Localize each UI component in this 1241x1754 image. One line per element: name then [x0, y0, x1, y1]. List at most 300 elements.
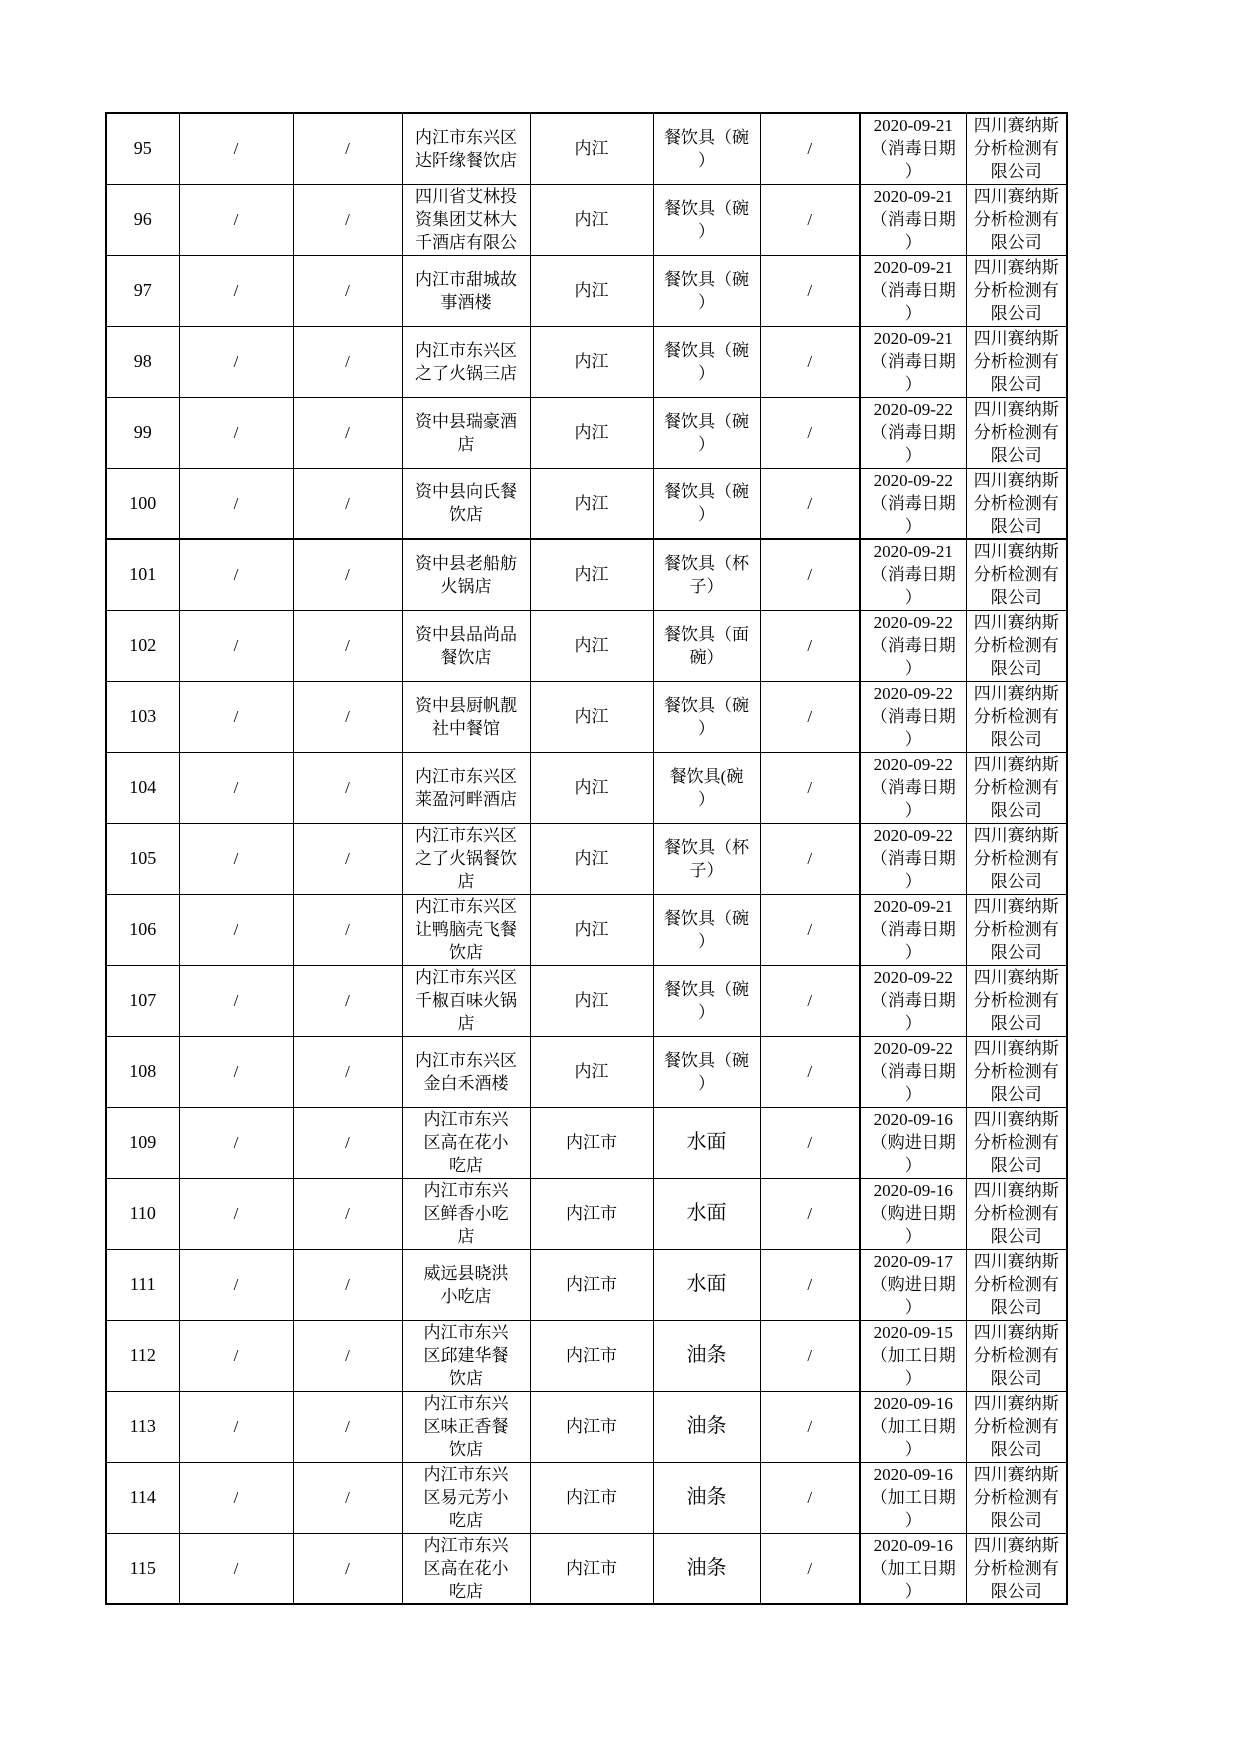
table-row: [106, 610, 1067, 681]
row-number-cell: 108: [106, 1036, 179, 1107]
sample-date-cell-line: （消毒日期: [870, 565, 956, 585]
sample-name-cell-line: 餐饮具（杯: [664, 553, 749, 573]
business-name-cell-line: 威远县晓洪: [423, 1263, 509, 1283]
table-row: [106, 894, 1067, 965]
business-name-cell: [402, 1391, 530, 1462]
business-name-cell-line: 内江市东兴区: [415, 968, 517, 987]
testing-org-cell-line: 四川赛纳斯: [973, 187, 1059, 206]
business-name-cell-line: 内江市东兴区: [415, 897, 517, 916]
empty-field-cell: /: [293, 1462, 402, 1533]
sample-date-cell: [860, 113, 966, 184]
empty-field-cell: /: [760, 1533, 860, 1604]
row-number-cell: 106: [106, 894, 179, 965]
testing-org-cell: [966, 113, 1067, 184]
testing-org-cell: [966, 1533, 1067, 1604]
business-name-cell: [402, 1178, 530, 1249]
empty-field-cell: /: [760, 1249, 860, 1320]
sample-name-cell-line: ）: [698, 221, 715, 241]
empty-field-cell: /: [760, 894, 860, 965]
row-number-cell: 98: [106, 326, 179, 397]
testing-org-cell: [966, 752, 1067, 823]
testing-org-cell-line: 分析检测有: [973, 1062, 1059, 1081]
region-cell: 内江市: [530, 1391, 653, 1462]
business-name-cell-line: 千酒店有限公: [415, 233, 517, 252]
table-row: [106, 113, 1067, 184]
empty-field-cell: /: [179, 1107, 293, 1178]
sample-date-cell: [860, 539, 966, 610]
sample-name-cell: [653, 823, 760, 894]
sample-name-cell-line: 餐饮具(碗: [669, 766, 744, 786]
empty-field-cell: /: [760, 1320, 860, 1391]
empty-field-cell: /: [179, 823, 293, 894]
table-row: [106, 539, 1067, 610]
business-name-cell-line: 达阡缘餐饮店: [415, 150, 517, 170]
testing-org-cell-line: 分析检测有: [973, 1417, 1059, 1436]
region-cell: 内江: [530, 965, 653, 1036]
business-name-cell-line: 区味正香餐: [423, 1417, 509, 1436]
business-name-cell-line: 火锅店: [440, 576, 492, 596]
sample-date-cell-line: （加工日期: [870, 1346, 956, 1365]
table-row: [106, 326, 1067, 397]
testing-org-cell-line: 四川赛纳斯: [973, 897, 1059, 916]
row-number-cell: 101: [106, 539, 179, 610]
sample-name-cell-line: 油条: [686, 1486, 727, 1508]
row-number-cell: 103: [106, 681, 179, 752]
empty-field-cell: /: [179, 397, 293, 468]
sample-name-cell-line: 油条: [686, 1556, 727, 1579]
sample-name-cell-line: ）: [698, 505, 715, 525]
business-name-cell-line: 资中县向氏餐: [415, 482, 517, 502]
sample-name-cell-line: 水面: [686, 1131, 727, 1153]
row-number-cell: 114: [106, 1462, 179, 1533]
region-cell: 内江: [530, 610, 653, 681]
business-name-cell-line: 店: [457, 1227, 475, 1246]
empty-field-cell: /: [760, 1391, 860, 1462]
testing-org-cell-line: 限公司: [990, 588, 1042, 608]
empty-field-cell: /: [293, 752, 402, 823]
sample-date-cell-line: ）: [904, 1298, 922, 1317]
business-name-cell-line: 莱盈河畔酒店: [415, 789, 517, 809]
empty-field-cell: /: [760, 1107, 860, 1178]
sample-date-cell-line: 2020-09-21: [873, 542, 953, 562]
sample-name-cell-line: 水面: [686, 1273, 727, 1295]
sample-name-cell: [653, 1320, 760, 1391]
empty-field-cell: /: [760, 113, 860, 184]
region-cell: 内江: [530, 894, 653, 965]
sample-date-cell-line: 2020-09-22: [873, 755, 953, 774]
sample-date-cell-line: 2020-09-22: [873, 470, 953, 490]
sample-name-cell-line: 油条: [686, 1344, 727, 1366]
table-body: [106, 113, 1067, 1604]
row-number-cell: 97: [106, 255, 179, 326]
empty-field-cell: /: [760, 1036, 860, 1107]
empty-field-cell: /: [760, 965, 860, 1036]
sample-date-cell-line: （消毒日期: [870, 210, 956, 229]
sample-date-cell-line: （消毒日期: [870, 139, 956, 159]
sample-date-cell-line: 2020-09-16: [873, 1535, 953, 1555]
table-row: [106, 1320, 1067, 1391]
sample-date-cell-line: （购进日期: [870, 1275, 956, 1294]
sample-date-cell: [860, 255, 966, 326]
testing-org-cell-line: 限公司: [990, 801, 1042, 820]
empty-field-cell: /: [760, 326, 860, 397]
sample-date-cell-line: （加工日期: [870, 1488, 956, 1507]
sample-date-cell-line: ）: [904, 516, 922, 536]
sample-date-cell-line: ）: [904, 659, 922, 678]
sample-date-cell-line: 2020-09-21: [873, 258, 953, 277]
sample-date-cell: [860, 468, 966, 539]
business-name-cell-line: 内江市东兴: [423, 1181, 509, 1200]
sample-date-cell-line: 2020-09-21: [873, 187, 953, 206]
region-cell: 内江: [530, 255, 653, 326]
empty-field-cell: /: [760, 1462, 860, 1533]
business-name-cell-line: 吃店: [449, 1511, 483, 1530]
row-number-cell: 102: [106, 610, 179, 681]
sample-date-cell: [860, 681, 966, 752]
testing-org-cell-line: 限公司: [990, 446, 1042, 465]
sample-date-cell-line: ）: [904, 233, 922, 252]
empty-field-cell: /: [293, 113, 402, 184]
region-cell: 内江市: [530, 1178, 653, 1249]
table-row: [106, 752, 1067, 823]
sample-name-cell-line: ）: [698, 150, 715, 170]
testing-org-cell-line: 分析检测有: [973, 1204, 1059, 1223]
business-name-cell-line: 饮店: [449, 1369, 483, 1388]
sample-date-cell-line: ）: [904, 375, 922, 394]
empty-field-cell: /: [293, 894, 402, 965]
empty-field-cell: /: [760, 397, 860, 468]
testing-org-cell: [966, 1249, 1067, 1320]
empty-field-cell: /: [179, 1391, 293, 1462]
testing-org-cell-line: 限公司: [990, 1369, 1042, 1388]
sample-name-cell-line: 子）: [689, 576, 724, 596]
testing-org-cell-line: 四川赛纳斯: [973, 258, 1059, 277]
region-cell: 内江市: [530, 1249, 653, 1320]
region-cell: 内江: [530, 113, 653, 184]
testing-org-cell-line: 限公司: [990, 1511, 1042, 1530]
sample-date-cell-line: 2020-09-22: [873, 613, 953, 632]
business-name-cell-line: 内江市东兴: [423, 1394, 509, 1413]
sample-date-cell: [860, 1107, 966, 1178]
testing-org-cell-line: 限公司: [990, 730, 1042, 749]
business-name-cell-line: 之了火锅餐饮: [415, 849, 517, 868]
testing-org-cell-line: 分析检测有: [973, 281, 1059, 300]
empty-field-cell: /: [760, 255, 860, 326]
empty-field-cell: /: [293, 965, 402, 1036]
testing-org-cell: [966, 823, 1067, 894]
sample-name-cell: [653, 1107, 760, 1178]
empty-field-cell: /: [179, 681, 293, 752]
testing-org-cell-line: 限公司: [990, 1085, 1042, 1104]
sample-date-cell-line: ）: [904, 1369, 922, 1388]
business-name-cell-line: 店: [457, 872, 475, 891]
business-name-cell-line: 区邱建华餐: [423, 1346, 509, 1365]
sample-name-cell-line: 餐饮具（碗: [664, 127, 749, 147]
table-row: [106, 681, 1067, 752]
testing-org-cell: [966, 1320, 1067, 1391]
testing-org-cell: [966, 184, 1067, 255]
sample-name-cell-line: ）: [698, 931, 715, 951]
business-name-cell-line: 资中县厨帆靓: [415, 695, 517, 715]
sample-date-cell: [860, 610, 966, 681]
testing-org-cell-line: 限公司: [990, 1227, 1042, 1246]
business-name-cell-line: 内江市东兴: [423, 1465, 509, 1484]
empty-field-cell: /: [760, 468, 860, 539]
sample-date-cell-line: 2020-09-21: [873, 897, 953, 916]
testing-org-cell-line: 四川赛纳斯: [973, 1323, 1059, 1342]
sample-date-cell: [860, 1249, 966, 1320]
business-name-cell-line: 区鲜香小吃: [423, 1204, 509, 1223]
sample-date-cell-line: 2020-09-22: [873, 826, 953, 845]
sample-date-cell-line: 2020-09-22: [873, 1039, 953, 1058]
testing-org-cell-line: 分析检测有: [973, 423, 1059, 442]
sample-date-cell-line: （消毒日期: [870, 849, 956, 868]
sample-name-cell: [653, 468, 760, 539]
sample-name-cell: [653, 965, 760, 1036]
row-number-cell: 109: [106, 1107, 179, 1178]
sample-name-cell-line: ）: [698, 363, 715, 383]
testing-org-cell-line: 四川赛纳斯: [973, 1110, 1059, 1129]
sample-date-cell: [860, 752, 966, 823]
row-number-cell: 96: [106, 184, 179, 255]
testing-org-cell-line: 四川赛纳斯: [973, 329, 1059, 348]
testing-org-cell-line: 四川赛纳斯: [973, 968, 1059, 987]
sample-date-cell-line: ）: [904, 1440, 922, 1459]
testing-org-cell: [966, 326, 1067, 397]
empty-field-cell: /: [179, 113, 293, 184]
sample-date-cell-line: ）: [904, 304, 922, 323]
business-name-cell: [402, 610, 530, 681]
testing-org-cell: [966, 539, 1067, 610]
empty-field-cell: /: [179, 539, 293, 610]
business-name-cell-line: 四川省艾林投: [415, 187, 517, 206]
testing-org-cell-line: 分析检测有: [973, 920, 1059, 939]
testing-org-cell-line: 限公司: [990, 162, 1042, 182]
business-name-cell-line: 内江市东兴区: [415, 826, 517, 845]
table-row: [106, 1036, 1067, 1107]
testing-org-cell-line: 四川赛纳斯: [973, 1465, 1059, 1484]
sample-name-cell-line: 餐饮具（碗: [664, 979, 749, 999]
testing-org-cell-line: 分析检测有: [973, 991, 1059, 1010]
region-cell: 内江市: [530, 1462, 653, 1533]
testing-org-cell-line: 限公司: [990, 1156, 1042, 1175]
business-name-cell: [402, 681, 530, 752]
empty-field-cell: /: [179, 468, 293, 539]
testing-org-cell-line: 四川赛纳斯: [973, 684, 1059, 703]
sample-name-cell-line: 餐饮具（碗: [664, 198, 749, 218]
empty-field-cell: /: [293, 539, 402, 610]
empty-field-cell: /: [293, 610, 402, 681]
sample-name-cell: [653, 255, 760, 326]
empty-field-cell: /: [293, 681, 402, 752]
sample-name-cell: [653, 326, 760, 397]
testing-org-cell-line: 四川赛纳斯: [973, 755, 1059, 774]
testing-org-cell: [966, 1178, 1067, 1249]
empty-field-cell: /: [760, 823, 860, 894]
testing-org-cell: [966, 1107, 1067, 1178]
business-name-cell: [402, 113, 530, 184]
business-name-cell-line: 小吃店: [440, 1286, 492, 1306]
sample-name-cell: [653, 1533, 760, 1604]
sample-date-cell-line: ）: [904, 162, 922, 182]
testing-org-cell-line: 四川赛纳斯: [973, 400, 1059, 419]
sample-date-cell: [860, 326, 966, 397]
sample-date-cell: [860, 894, 966, 965]
business-name-cell-line: 社中餐馆: [432, 718, 500, 738]
testing-org-cell: [966, 681, 1067, 752]
empty-field-cell: /: [293, 1391, 402, 1462]
sample-date-cell-line: （购进日期: [870, 1133, 956, 1152]
business-name-cell: [402, 397, 530, 468]
business-name-cell: [402, 1036, 530, 1107]
sample-date-cell-line: （消毒日期: [870, 707, 956, 726]
sample-name-cell-line: ）: [698, 789, 715, 809]
business-name-cell-line: 资中县瑞豪酒: [415, 411, 517, 431]
testing-org-cell-line: 四川赛纳斯: [973, 613, 1059, 632]
business-name-cell-line: 吃店: [449, 1156, 483, 1175]
empty-field-cell: /: [179, 894, 293, 965]
sample-date-cell: [860, 397, 966, 468]
empty-field-cell: /: [293, 1107, 402, 1178]
business-name-cell-line: 资中县品尚品: [415, 624, 517, 644]
empty-field-cell: /: [760, 539, 860, 610]
business-name-cell: [402, 184, 530, 255]
sample-date-cell-line: ）: [904, 872, 922, 891]
business-name-cell-line: 资集团艾林大: [415, 210, 517, 229]
region-cell: 内江: [530, 326, 653, 397]
sample-date-cell-line: （消毒日期: [870, 493, 956, 513]
empty-field-cell: /: [179, 1036, 293, 1107]
testing-org-cell-line: 分析检测有: [973, 352, 1059, 371]
testing-org-cell-line: 四川赛纳斯: [973, 826, 1059, 845]
testing-org-cell-line: 分析检测有: [973, 1488, 1059, 1507]
testing-org-cell: [966, 1462, 1067, 1533]
sample-date-cell: [860, 1533, 966, 1604]
testing-org-cell-line: 分析检测有: [973, 565, 1059, 585]
sample-name-cell-line: ）: [698, 434, 715, 454]
sample-name-cell: [653, 752, 760, 823]
sample-date-cell-line: 2020-09-22: [873, 968, 953, 987]
business-name-cell-line: 金白禾酒楼: [423, 1073, 509, 1093]
sample-date-cell-line: ）: [904, 1156, 922, 1175]
sample-date-cell-line: 2020-09-16: [873, 1465, 953, 1484]
sample-date-cell-line: ）: [904, 801, 922, 820]
table-row: [106, 1249, 1067, 1320]
sample-date-cell-line: （消毒日期: [870, 352, 956, 371]
sample-date-cell-line: ）: [904, 943, 922, 962]
testing-org-cell: [966, 397, 1067, 468]
empty-field-cell: /: [760, 752, 860, 823]
business-name-cell-line: 让鸭脑壳飞餐: [415, 920, 517, 939]
business-name-cell: [402, 326, 530, 397]
empty-field-cell: /: [179, 1533, 293, 1604]
sample-name-cell-line: 餐饮具（碗: [664, 482, 749, 502]
sample-name-cell: [653, 1036, 760, 1107]
empty-field-cell: /: [760, 184, 860, 255]
sample-date-cell: [860, 823, 966, 894]
sample-name-cell-line: 子）: [689, 860, 724, 880]
region-cell: 内江市: [530, 1107, 653, 1178]
testing-org-cell-line: 分析检测有: [973, 493, 1059, 513]
table-row: [106, 184, 1067, 255]
empty-field-cell: /: [179, 752, 293, 823]
sample-name-cell-line: 餐饮具（面: [664, 624, 749, 644]
sample-date-cell: [860, 965, 966, 1036]
empty-field-cell: /: [179, 1462, 293, 1533]
sample-date-cell: [860, 1462, 966, 1533]
business-name-cell-line: 店: [457, 1014, 475, 1033]
business-name-cell-line: 事酒楼: [440, 292, 492, 312]
business-name-cell: [402, 1249, 530, 1320]
testing-org-cell-line: 分析检测有: [973, 778, 1059, 797]
sample-name-cell: [653, 1391, 760, 1462]
row-number-cell: 111: [106, 1249, 179, 1320]
testing-org-cell-line: 限公司: [990, 1440, 1042, 1459]
testing-org-cell: [966, 894, 1067, 965]
empty-field-cell: /: [293, 1320, 402, 1391]
sample-date-cell-line: ）: [904, 588, 922, 608]
testing-org-cell-line: 限公司: [990, 943, 1042, 962]
business-name-cell: [402, 1320, 530, 1391]
table-row: [106, 1391, 1067, 1462]
business-name-cell: [402, 539, 530, 610]
sample-date-cell-line: ）: [904, 1014, 922, 1033]
region-cell: 内江: [530, 752, 653, 823]
sample-date-cell-line: （消毒日期: [870, 991, 956, 1010]
sample-name-cell: [653, 1178, 760, 1249]
row-number-cell: 95: [106, 113, 179, 184]
sample-date-cell: [860, 184, 966, 255]
business-name-cell-line: 餐饮店: [440, 647, 492, 667]
testing-org-cell: [966, 255, 1067, 326]
row-number-cell: 115: [106, 1533, 179, 1604]
sample-name-cell-line: 碗）: [689, 647, 724, 667]
empty-field-cell: /: [760, 610, 860, 681]
testing-org-cell-line: 分析检测有: [973, 849, 1059, 868]
sample-date-cell-line: （消毒日期: [870, 423, 956, 442]
business-name-cell: [402, 823, 530, 894]
sample-date-cell: [860, 1391, 966, 1462]
testing-org-cell-line: 四川赛纳斯: [973, 470, 1059, 490]
business-name-cell: [402, 894, 530, 965]
row-number-cell: 107: [106, 965, 179, 1036]
business-name-cell-line: 内江市东兴: [423, 1535, 509, 1555]
business-name-cell-line: 内江市甜城故: [415, 269, 517, 289]
testing-org-cell-line: 四川赛纳斯: [973, 1039, 1059, 1058]
testing-org-cell-line: 四川赛纳斯: [973, 1394, 1059, 1413]
empty-field-cell: /: [293, 468, 402, 539]
sample-date-cell-line: 2020-09-22: [873, 400, 953, 419]
testing-org-cell-line: 四川赛纳斯: [973, 116, 1059, 136]
row-number-cell: 110: [106, 1178, 179, 1249]
business-name-cell-line: 区高在花小: [423, 1558, 509, 1578]
sample-name-cell-line: ）: [698, 1073, 715, 1093]
testing-org-cell-line: 分析检测有: [973, 1558, 1059, 1578]
empty-field-cell: /: [179, 326, 293, 397]
sample-name-cell: [653, 610, 760, 681]
empty-field-cell: /: [293, 823, 402, 894]
testing-org-cell-line: 分析检测有: [973, 636, 1059, 655]
region-cell: 内江: [530, 468, 653, 539]
business-name-cell: [402, 255, 530, 326]
business-name-cell-line: 区易元芳小: [423, 1488, 509, 1507]
business-name-cell-line: 内江市东兴: [423, 1323, 509, 1342]
testing-org-cell-line: 四川赛纳斯: [973, 1181, 1059, 1200]
row-number-cell: 100: [106, 468, 179, 539]
testing-org-cell-line: 四川赛纳斯: [973, 1535, 1059, 1555]
testing-org-cell-line: 限公司: [990, 872, 1042, 891]
empty-field-cell: /: [293, 255, 402, 326]
